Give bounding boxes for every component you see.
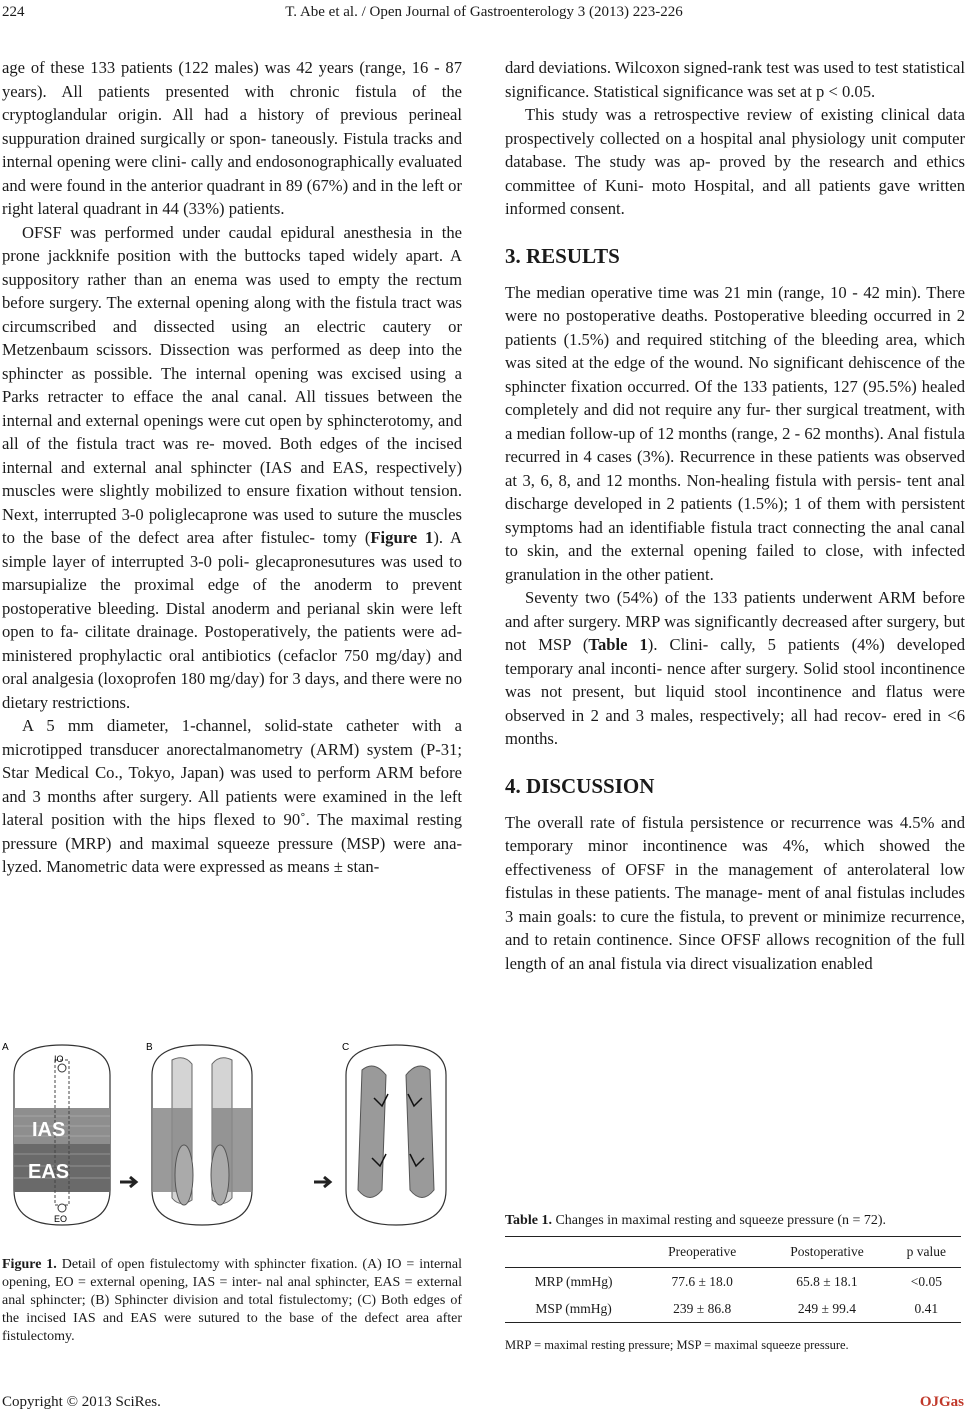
table-row — [505, 1268, 961, 1296]
eas-label: EAS — [28, 1161, 70, 1183]
table-cell: 239 ± 86.8 — [642, 1295, 762, 1323]
ias-label: IAS — [32, 1119, 66, 1141]
table-header: Postoperative — [762, 1237, 891, 1268]
table-cell: 65.8 ± 18.1 — [796, 1273, 858, 1289]
paragraph: OFSF was performed under caudal epidural anesthesia in the prone jackknife position with the buttocks taped widely apart. A suppository rather than an enema was used to empty the rectum before surgery. The external opening along with the fistula tract was circumscribed and dissected using an electric cautery or Metzenbaum scissors. Dissection was performed as deep into the sphincter as possible. The internal opening was excised using a Parks retracter to efface the anal canal. All tissues between the internal and external openings were cut open by sphincterotomy, and all of the fistula tract was re- moved. Both edges of the incised internal and external anal sphincter (IAS and EAS, respectively) muscles were slightly mobilized to ensure fixation without tension. Next, interrupted 3-0 poliglecaprone was used to suture the muscles to the base of the defect area after fistulec- tomy (Figure 1). A simple layer of interrupted 3-0 poli- glecapronesutures was used to marsupialize the proximal edge of the anoderm to prevent postoperative bleeding. Distal anoderm and perianal skin were left open to fa- cilitate drainage. Postoperatively, the patients were ad- ministered prophylactic oral antibiotics (cefaclor 750 mg/day) and oral analgesia (loxoprofen 180 mg/day) for 3 days, and there were no dietary restrictions. — [2, 222, 462, 712]
paragraph: Seventy two (54%) of the 133 patients underwent ARM before and after surgery. MRP was significantly decreased after surgery, but not MSP (Table 1). Clini- cally, 5 patients (4%) developed temporary anal inconti- nence after surgery. Solid stool incontinence was not present, but liquid stool incontinence and flatus were observed in 2 and 3 males, respectively; all had recov- ered in <6 months. — [505, 588, 966, 748]
paragraph: The median operative time was 21 min (range, 10 - 42 min). There were no postoperative deaths. Postoperative bleeding occurred in 2 patients (1.5%) and required stitching of the bleeding area, which was sited at the edge of the wound. No significant dehiscence of the sphincter fixation occurred. Of the 133 patients, 127 (95.5%) healed completely and did not require any fur- ther surgical treatment, with a median follow-up of 12 months (range, 2 - 62 months). Anal fistula recurred in 4 cases (3%). Recurrence in these patients was observed at 3, 6, 8, and 12 months. Non-healing fistula with persis- tent anal discharge developed in 2 patients (1.5%); 1 of them with persistent symptoms had an identifiable fistula tract connecting the anal canal to skin, and the external opening failed to close, with infected granulation in the other patient. — [505, 282, 965, 584]
paragraph: dard deviations. Wilcoxon signed-rank test was used to test statistical significance. Statistical significance was set at p < 0.05. — [505, 58, 965, 101]
io-label: IO — [54, 1054, 64, 1064]
results-heading: 3. RESULTS — [505, 243, 620, 268]
paragraph: This study was a retrospective review of existing clinical data prospectively collected on a hospital anal physiology unit computer database. The study was ap- proved by the research and ethics committee of Kuni- moto Hospital, and all patients gave written informed consent. — [505, 105, 965, 218]
sphincter-diagram — [2, 1040, 464, 1240]
journal-abbrev: OJGas — [919, 1394, 964, 1410]
table-cell: MRP (mmHg) — [534, 1273, 613, 1289]
figure-caption: Figure 1. Detail of open fistulectomy with sphincter fixation. (A) IO = internal opening, EO = external opening, IAS = inter- nal anal sphincter, EAS = external anal sphincter; (B) Sphincter division and total fistulectomy; (C) Both edges of the incised IAS and EAS were sutured to the base of the defect area after fistulectomy. — [2, 1257, 462, 1344]
table-cell: MSP (mmHg) — [505, 1295, 642, 1323]
paragraph: A 5 mm diameter, 1-channel, solid-state catheter with a microtipped transducer anorectalmanometry (ARM) system (P-31; Star Medical Co., Tokyo, Japan) was used to perform ARM before and 3 months after surgery. All patients were examined in the left lateral position with the hips flexed to 90˚. The maximal resting pressure (MRP) and maximal squeeze pressure (MSP) were ana- lyzed. Manometric data were expressed as means ± stan- — [2, 716, 462, 876]
paragraph: age of these 133 patients (122 males) was 42 years (range, 16 - 87 years). All patients presented with chronic fistula of the cryptoglandular origin. All had a history of previous perineal suppuration drained surgically or spon- taneously. Fistula tracks and internal opening were clini- cally and endosonographically evaluated and were found in the anterior quadrant in 89 (67%) and in the left or right lateral quadrant in 44 (33%) patients. — [2, 58, 462, 218]
table-header: p value — [892, 1237, 961, 1268]
running-title: T. Abe et al. / Open Journal of Gastroenterology 3 (2013) 223-226 — [285, 4, 683, 20]
arrow-right-icon — [314, 1177, 330, 1187]
table-caption: Table 1. Changes in maximal resting and squeeze pressure (n = 72). — [505, 1213, 887, 1228]
table-reference: Table 1 — [588, 635, 648, 654]
panel-label-c: C — [342, 1042, 350, 1053]
table-header — [505, 1237, 642, 1268]
copyright: Copyright © 2013 SciRes. — [2, 1394, 161, 1410]
discussion-heading: 4. DISCUSSION — [505, 773, 655, 798]
pressure-table — [505, 1236, 961, 1323]
running-header — [0, 4, 968, 24]
left-column — [2, 56, 462, 879]
table-cell: 0.41 — [892, 1295, 961, 1323]
figure-reference: Figure 1 — [370, 528, 434, 547]
table-note: MRP = maximal resting pressure; MSP = maximal squeeze pressure. — [505, 1338, 849, 1352]
panel-label-a: A — [2, 1042, 9, 1053]
table-cell: 77.6 ± 18.0 — [671, 1273, 733, 1289]
arrow-right-icon — [120, 1177, 136, 1187]
table-cell: <0.05 — [910, 1273, 942, 1289]
panel-label-b: B — [146, 1042, 153, 1053]
figure-1 — [2, 1040, 464, 1240]
page-number: 224 — [2, 4, 25, 20]
right-column — [505, 56, 965, 975]
table-row — [505, 1295, 961, 1323]
panel-b — [152, 1045, 252, 1225]
table-header: Preoperative — [642, 1237, 762, 1268]
table-cell: 249 ± 99.4 — [762, 1295, 891, 1323]
eo-label: EO — [54, 1214, 68, 1224]
paragraph: The overall rate of fistula persistence or recurrence was 4.5% and temporary minor incontinence was 4%, which showed the effectiveness of OFSF in the management of anterolateral low fistulas in these patients. The manage- ment of anal fistulas includes 3 main goals: to cure the fistula, to prevent or minimize recurrence, and to retain continence. Since OFSF allows recognition of the full length of an anal fistula via direct visualization enabled — [505, 812, 965, 973]
panel-a — [14, 1045, 110, 1225]
panel-c — [346, 1045, 446, 1225]
